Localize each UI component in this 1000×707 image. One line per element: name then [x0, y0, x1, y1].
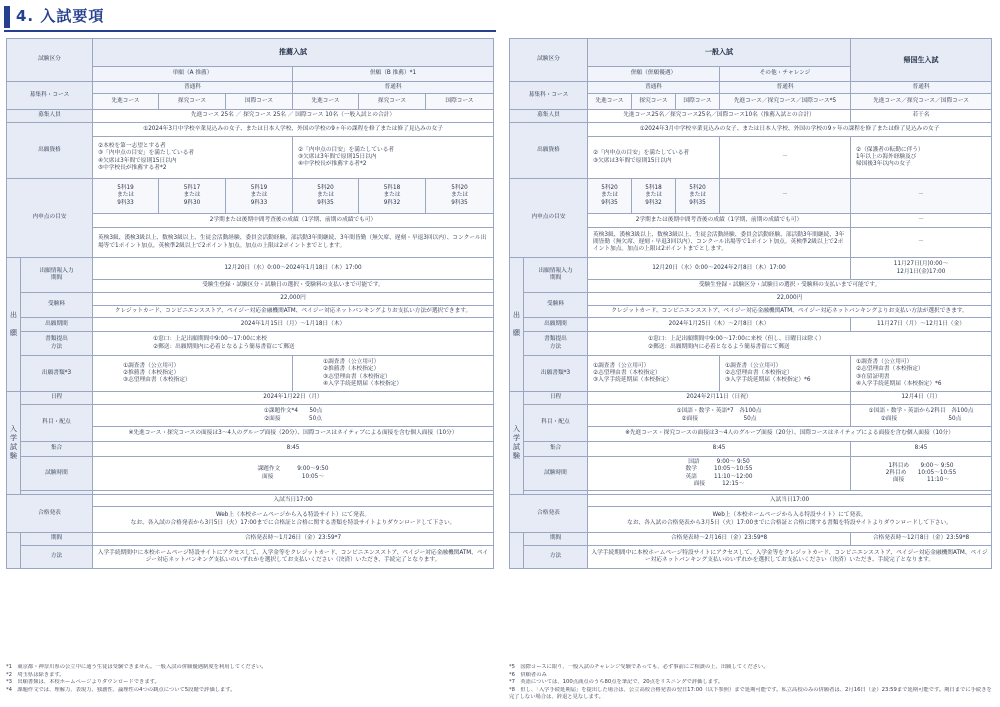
label-result: 合格発表 — [510, 495, 588, 533]
footnote: *2 埼玉県は除きます。 — [6, 671, 65, 678]
proc-period-kikoku: 合格発表時～12月8日（金）23:59*8 — [851, 533, 992, 546]
quota: 先進コース25名／探究コース25名／国際コース10名（推薦入試との合計） — [588, 110, 851, 123]
label-proc-method: 方法 — [21, 546, 93, 569]
label-naishin: 内申点の目安 — [7, 179, 93, 258]
result-time: 入試当日17:00 — [93, 495, 494, 507]
quota: 先進コース 25名 ／ 探究コース 25名 ／ 国際コース 10名（一般入試との合計） — [93, 110, 494, 123]
label-exam: 入 学 試 験 — [510, 392, 524, 495]
sub-tangan: 単願（A 推薦） — [93, 67, 293, 82]
label-submit-method: 書類提出 方法 — [524, 332, 588, 356]
futsuka-a: 普通科 — [588, 82, 720, 94]
qualification-tangan: ②本校を第一志望とする者 ③「内申点の目安」を満たしている者 ④欠席は3年間で原則15日以内 ⑤中学校長が推薦する者*2 — [93, 137, 293, 179]
fee-note: クレジットカード、コンビニエンスストア、ペイジー対応金融機関ATM、ペイジー対応ネットバンキングよりお支払い方法が選択できます。 — [93, 306, 494, 318]
label-exam-type: 試験区分 — [510, 39, 588, 82]
futsuka-b: 普通科 — [293, 82, 494, 94]
course-cell: 先進コース — [93, 94, 159, 110]
fee-note: クレジットカード、コンビニエンスストア、ペイジー対応金融機関ATM、ペイジー対応ネットバンキングよりお支払い方法が選択できます。 — [588, 306, 992, 318]
naishin-note: 2学期または後期中間考査後の成績（1学期、前期の成績でも可） — [93, 214, 494, 228]
gather-time-kikoku: 8:45 — [851, 442, 992, 457]
naishin-cell: 5科17 または 9科30 — [159, 179, 226, 214]
label-entry-period: 出願情報入力 期間 — [21, 258, 93, 293]
qualification-heigan: ②「内申点の目安」を満たしている者 ③欠席は3年間で原則15日以内 — [588, 137, 720, 179]
qualification-challenge: － — [720, 137, 851, 179]
section-underline — [4, 30, 496, 32]
label-proc-method: 方法 — [524, 546, 588, 569]
naishin-bonus: 英検3級、漢検3級以上、数検3級以上、生徒会活動経験、委員会活動経験、部活動3年間継続、3年間皆勤（無欠席、遅刻・早退3回以内）、コンクール出場等で1ポイント加点。英検準2級以上で2ポイント加点。加点の上限は2ポイントまでとします。 — [588, 228, 851, 258]
entry-period: 12月20日（水）0:00～2024年1月18日（木）17:00 — [93, 258, 494, 280]
label-exam-type: 試験区分 — [7, 39, 93, 82]
documents-tangan: ①調査書（公立用可） ②推薦書（本校指定） ③志望理由書（本校指定） — [93, 356, 293, 392]
course-cell: 国際コース — [226, 94, 293, 110]
naishin-note: 2学期または後期中間考査後の成績（1学期、前期の成績でも可） — [588, 214, 851, 228]
sub-heigan-yugu: 併願（併願優遇） — [588, 67, 720, 82]
header-ippan: 一般入試 — [588, 39, 851, 67]
proc-side — [510, 533, 524, 569]
footnote: *8 但し、「入学手続延期届」を提出した場合は、公立高校合格発表の翌日17:00（以下参照）まで延期可能です。私立高校のみの併願者は、2月16日（金）23:59まで延期可能です。期日までに手続きを完了しない場合は、辞退と見なします。 — [509, 686, 992, 701]
footnotes-right — [509, 664, 997, 702]
documents-challenge: ①調査書（公立用可） ②志望理由書（本校指定） ③入学手続延期届（本校指定）*6 — [720, 356, 851, 392]
label-gather: 集合 — [21, 442, 93, 457]
suisen-exam-table — [6, 38, 494, 569]
naishin-note-dash: － — [851, 214, 992, 228]
footnotes-left — [6, 664, 494, 694]
exam-date-kikoku: 12月4日（月） — [851, 392, 992, 405]
subjects: ①課題作文*4 50点 ②面接 50点 — [93, 405, 494, 427]
label-naishin: 内申点の目安 — [510, 179, 588, 258]
fee: 22,000円 — [93, 293, 494, 306]
label-qualification: 出願資格 — [510, 123, 588, 179]
exam-time-kikoku: 1科目め 9:00～ 9:50 2科目め 10:05～10:55 面接 11:10～ — [851, 457, 992, 491]
label-quota: 募集人員 — [7, 110, 93, 123]
proc-method: 入学手続期間中に本校ホームページ特設サイトにアクセスして、入学金等をクレジットカード、コンビニエンスストア、ペイジー対応金融機関ATM、ペイジー対応ネットバンキング支払いのいずれかを選択してお支払いください（決済）いただき、手続完了となります。 — [588, 546, 992, 569]
naishin-cell: 5科19 または 9科33 — [226, 179, 293, 214]
qualification-heigan: ②「内申点の目安」を満たしている者 ③欠席は3年間で原則15日以内 ④中学校長が推薦する者*2 — [293, 137, 494, 179]
result-note: Web上（本校ホームページから入る特設サイト）にて発表。 なお、各入試の合格発表から3月5日（火）17:00までに合格証と合格に関する書類を特設サイトよりダウンロードして下さい。 — [93, 507, 494, 533]
section-title: 4. 入試要項 — [16, 7, 105, 25]
proc-period: 合格発表時～1月26日（金）23:59*7 — [93, 533, 494, 546]
label-qualification: 出願資格 — [7, 123, 93, 179]
label-date: 日程 — [524, 392, 588, 405]
label-fee: 受験料 — [524, 293, 588, 318]
entry-period: 12月20日（水）0:00～2024年2月8日（木）17:00 — [588, 258, 851, 280]
gather-time: 8:45 — [588, 442, 851, 457]
course-cell: 先進コース — [588, 94, 632, 110]
label-subjects: 科目・配点 — [524, 405, 588, 442]
course-cell: 探究コース — [632, 94, 676, 110]
submit-method: ①窓口：上記出願期間中9:00～17:00に来校 ②郵送：出願期間内に必着となるよう簡易書留にて郵送 — [93, 332, 494, 356]
apply-period: 2024年1月15日（月）～1月18日（木） — [93, 318, 494, 332]
documents-heigan: ①調査書（公立用可） ②推薦書（本校指定） ③志望理由書（本校指定） ④入学手続延期届（本校指定） — [293, 356, 494, 392]
proc-method: 入学手続期間中に本校ホームページ特設サイトにアクセスして、入学金等をクレジットカード、コンビニエンスストア、ペイジー対応金融機関ATM、ペイジー対応ネットバンキング支払いのいずれかを選択してお支払いください（決済）いただき、手続完了となります。 — [93, 546, 494, 569]
sub-heigan: 併願（B 推薦）*1 — [293, 67, 494, 82]
label-subjects: 科目・配点 — [21, 405, 93, 442]
submit-method: ①窓口：上記出願期間中9:00～17:00に来校（但し、日曜日は除く） ②郵送：出願期間内に必着となるよう簡易書留にて郵送 — [588, 332, 992, 356]
label-course: 募集科・コース — [7, 82, 93, 110]
course-cell: 国際コース — [426, 94, 494, 110]
exam-date: 2024年2月11日（日祝） — [588, 392, 851, 405]
label-quota: 募集人員 — [510, 110, 588, 123]
apply-period: 2024年1月25日（木）～2月8日（木） — [588, 318, 851, 332]
label-course: 募集科・コース — [510, 82, 588, 110]
proc-period: 合格発表時～2月16日（金）23:59*8 — [588, 533, 851, 546]
label-entry-period: 出願情報入力 期間 — [524, 258, 588, 293]
label-proc-period: 期間 — [524, 533, 588, 546]
course-cell: 国際コース — [676, 94, 720, 110]
result-note: Web上（本校ホームページから入る特設サイト）にて発表。 なお、各入試の合格発表から3月5日（火）17:00までに合格証と合格に関する書類を特設サイトよりダウンロードして下さい。 — [588, 507, 992, 533]
entry-period-kikoku: 11月27日(月)0:00～ 12月1日(金)17:00 — [851, 258, 992, 280]
naishin-cell: 5科18 または 9科32 — [632, 179, 676, 214]
label-exam-time: 試験時間 — [21, 457, 93, 491]
label-documents: 出願書類*3 — [21, 356, 93, 392]
qualification-common: ①2024年3月中学校卒業見込みの女子、または日本人学校、外国の学校の9ヶ年の課程を修了または修了見込みの女子 — [588, 123, 992, 137]
subjects: ①国語・数学・英語*7 各100点 ②面接 50点 — [588, 405, 851, 427]
naishin-cell: 5科20 または 9科35 — [293, 179, 359, 214]
label-fee: 受験料 — [21, 293, 93, 318]
section-bar — [4, 6, 10, 28]
interview-note: ※先進コース・探究コースの面接は3～4人のグループ面接（20分）、国際コースはネイティブによる面接を含む個人面接（10分） — [588, 427, 992, 442]
documents-kikoku: ①調査書（公立用可） ②志望理由書（本校指定） ③在留証明書 ④入学手続延期届（本校指定）*6 — [851, 356, 992, 392]
proc-side — [7, 533, 21, 569]
course-cell: 先進コース — [293, 94, 359, 110]
label-submit-method: 書類提出 方法 — [21, 332, 93, 356]
footnote: *4 課題作文では、理解力、表現力、独創性、論理性の4つの観点について5段階で評価します。 — [6, 686, 236, 693]
naishin-cell: 5科18 または 9科32 — [359, 179, 426, 214]
naishin-bonus: 英検3級、漢検3級以上、数検3級以上、生徒会活動経験、委員会活動経験、部活動3年間継続、3年間皆勤（無欠席、遅刻・早退3回以内）、コンクール出場等で1ポイント加点。英検準2級以上で2ポイント加点。加点の上限は2ポイントまでとします。 — [93, 228, 494, 258]
footnote: *6 併願者のみ — [509, 671, 547, 678]
futsuka-a: 普通科 — [93, 82, 293, 94]
futsuka-c: 普通科 — [851, 82, 992, 94]
naishin-cell: 5科19 または 9科33 — [93, 179, 159, 214]
fee: 22,000円 — [588, 293, 992, 306]
subjects-kikoku: ①国語・数学・英語から2科目 各100点 ②面接 50点 — [851, 405, 992, 427]
label-exam-time: 試験時間 — [524, 457, 588, 491]
exam-date: 2024年1月22日（月） — [93, 392, 494, 405]
section-header — [0, 0, 1000, 34]
naishin-cell: 5科20 または 9科35 — [426, 179, 494, 214]
naishin-cell: 5科20 または 9科35 — [676, 179, 720, 214]
naishin-bonus-dash: － — [851, 228, 992, 258]
label-period: 出願期間 — [21, 318, 93, 332]
course-cell: 探究コース — [359, 94, 426, 110]
label-proc-period: 期間 — [21, 533, 93, 546]
sub-challenge: その他・チャレンジ — [720, 67, 851, 82]
exam-time: 課題作文 9:00～9:50 面接 10:05～ — [93, 457, 494, 491]
label-result: 合格発表 — [7, 495, 93, 533]
footnote: *3 出願書類は、本校ホームページよりダウンロードできます。 — [6, 679, 160, 686]
header-suisen: 推薦入試 — [93, 39, 494, 67]
exam-time: 国語 9:00～ 9:50 数学 10:05～10:55 英語 11:10～12:00 面接 12:15～ — [588, 457, 851, 491]
ippan-exam-table — [509, 38, 992, 569]
entry-note: 受験生登録・試験区分・試験日の選択・受験料の支払いまで可能です。 — [93, 280, 494, 293]
gather-time: 8:45 — [93, 442, 494, 457]
course-cell: 先進コース／探究コース／国際コース — [851, 94, 992, 110]
result-time: 入試当日17:00 — [588, 495, 992, 507]
entry-note: 受験生登録・試験区分・試験日の選択・受験料の支払いまで可能です。 — [588, 280, 992, 293]
footnote: *1 東京都・神奈川県の公立中に通う生徒は受験できません。一般入試の併願優遇制度を利用してください。 — [6, 664, 267, 670]
documents-heigan: ①調査書（公立用可） ②志望理由書（本校指定） ③入学手続延期届（本校指定） — [588, 356, 720, 392]
quota-kikoku: 若干名 — [851, 110, 992, 123]
naishin-cell: 5科20 または 9科35 — [588, 179, 632, 214]
label-documents: 出願書類*3 — [524, 356, 588, 392]
header-kikoku: 帰国生入試 — [851, 39, 992, 82]
course-cell: 先進コース／探究コース／国際コース*5 — [720, 94, 851, 110]
apply-period-kikoku: 11月27日（月）～12月1日（金） — [851, 318, 992, 332]
label-date: 日程 — [21, 392, 93, 405]
interview-note: ※先進コース・探究コースの面接は3～4人のグループ面接（20分）、国際コースはネイティブによる面接を含む個人面接（10分） — [93, 427, 494, 442]
naishin-dash: － — [720, 179, 851, 214]
qualification-kikoku: ②（保護者の転勤に伴う） 1年以上の海外経験及び 帰国後3年以内の女子 — [851, 137, 992, 179]
label-gather: 集合 — [524, 442, 588, 457]
footnote: *5 国際コースに限り、一般入試のチャレンジ受験であっても、必ず事前にご相談の上、出願してください。 — [509, 664, 769, 670]
label-period: 出願期間 — [524, 318, 588, 332]
naishin-dash: － — [851, 179, 992, 214]
label-exam: 入 学 試 験 — [7, 392, 21, 495]
footnote: *7 英語については、100点満点のうち80点を筆記で、20点をリスニングで評価します。 — [509, 679, 724, 686]
qualification-common: ①2024年3月中学校卒業見込みの女子、または日本人学校、外国の学校の9ヶ年の課程を修了または修了見込みの女子 — [93, 123, 494, 137]
course-cell: 探究コース — [159, 94, 226, 110]
futsuka-b: 普通科 — [720, 82, 851, 94]
label-shutsugan: 出 願 — [510, 258, 524, 392]
label-shutsugan: 出 願 — [7, 258, 21, 392]
